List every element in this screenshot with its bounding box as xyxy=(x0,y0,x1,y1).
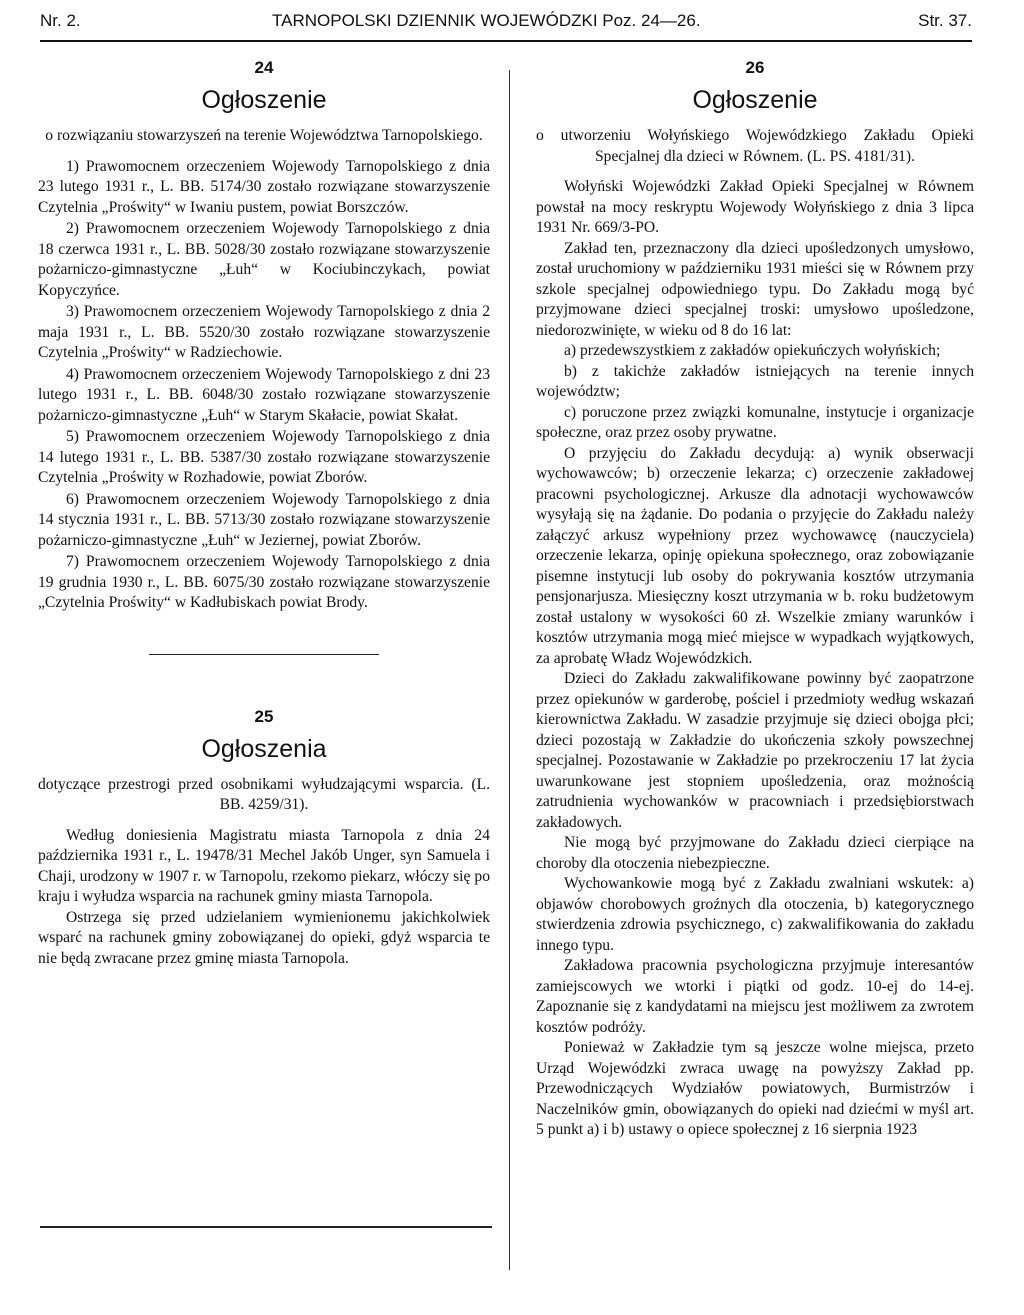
paragraph: Wychowankowie mogą być z Zakładu zwalniani wskutek: a) objawów chorobowych groźnych dla otoczenia, b) kategorycznego stwierdzenia zdrowia psychicznego, c) zakwalifikowania do zakładu innego typu. xyxy=(536,875,974,954)
list-item: 3) Prawomocnem orzeczeniem Wojewody Tarnopolskiego z dnia 2 maja 1931 r., L. BB. 5520/30 zostało rozwiązane stowarzyszenie Czytelnia „Proświty“ w Radziechowie. xyxy=(38,303,490,361)
right-column xyxy=(536,56,974,1141)
announcement-heading: Ogłoszenia xyxy=(201,734,327,763)
left-column xyxy=(38,56,490,969)
announcement-subtitle: o utworzeniu Wołyńskiego Wojewódzkiego Zakładu Opieki Specjalnej dla dzieci w Równem. (L. PS. 4181/31). xyxy=(536,127,974,165)
paragraph: Dzieci do Zakładu zakwalifikowane powinny być zaopatrzone przez opiekunów w garderobę, pościel i przedmioty według wskazań kierownictwa Zakładu. W zasadzie przyjmuje się dzieci obojga płci; dzieci pozostają w Zakładzie do ukończenia szkoły powszechnej specjalnej. Pozostawanie w Zakładzie po przekroczeniu 17 lat życia uwarunkowane jest stopniem upośledzenia, oraz możnością zatrudnienia wychowanków w pracowniach i przedsiębiorstwach zakładowych. xyxy=(536,670,974,831)
announcement-subtitle: o rozwiązaniu stowarzyszeń na terenie Województwa Tarnopolskiego. xyxy=(45,127,483,144)
announcement-heading: Ogłoszenie xyxy=(201,86,327,114)
paragraph: a) przedewszystkiem z zakładów opiekuńczych wołyńskich; xyxy=(564,342,941,359)
list-item: 5) Prawomocnem orzeczeniem Wojewody Tarnopolskiego z dnia 14 lutego 1931 r., L. BB. 5387/30 zostało rozwiązane stowarzyszenie Czytelnia „Proświty w Rozhadowie, powiat Zborów. xyxy=(38,428,490,486)
list-item: 6) Prawomocnem orzeczeniem Wojewody Tarnopolskiego z dnia 14 stycznia 1931 r., L. BB. 5713/30 zostało rozwiązane stowarzyszenie pożarniczo-gimnastyczne „Łuh“ w Jeziernej, powiat Zborów. xyxy=(38,490,490,549)
paragraph: c) poruczone przez związki komunalne, instytucje i organizacje społeczne, oraz przez osoby prywatne. xyxy=(536,403,974,441)
section-divider xyxy=(149,654,379,655)
paragraph: O przyjęciu do Zakładu decydują: a) wynik obserwacji wychowawców; b) orzeczenie lekarza; c) orzeczenie zakładowej pracowni psychologicznej. Arkusze dla adnotacji wychowawców wysyłają się na żądanie. Do podania o przyjęcie do Zakładu należy załączyć arkusz wypełniony przez wychowawcę (nauczyciela) orzeczenie lekarza, opinję opiekuna społecznego, oraz zobowiązanie pisemne instytucji lub osoby do pokrywania kosztów utrzymania pensjonarjusza. Miesięczny koszt utrzymania w b. roku budżetowym został ustalony w wysokości 60 zł. Wszelkie zmiany warunków i kosztów utrzymania mogą mieć miejsce w wypadkach wyjątkowych, za aprobatę Władz Wojewódzkich. xyxy=(536,444,974,667)
announcement-24 xyxy=(38,56,490,614)
announcement-number: 25 xyxy=(254,706,274,726)
issue-number: Nr. 2. xyxy=(40,11,81,30)
list-item: 4) Prawomocnem orzeczeniem Wojewody Tarnopolskiego z dni 23 lutego 1931 r., L. BB. 6048/30 zostało rozwiązane stowarzyszenie pożarniczo-gimnastyczne „Łuh“ w Starym Skałacie, powiat Skałat. xyxy=(38,365,490,424)
announcement-heading: Ogłoszenie xyxy=(692,86,818,114)
page-header xyxy=(40,8,972,34)
list-item: 7) Prawomocnem orzeczeniem Wojewody Tarnopolskiego z dnia 19 grudnia 1930 r., L. BB. 6075/30 zostało rozwiązane stowarzyszenie „Czytelnia Proświty“ w Kadłubiskach powiat Brody. xyxy=(38,553,490,611)
announcement-25 xyxy=(38,705,490,970)
header-rule xyxy=(40,40,972,42)
list-item: 1) Prawomocnem orzeczeniem Wojewody Tarnopolskiego z dnia 23 lutego 1931 r., L. BB. 5174/30 zostało rozwiązane stowarzyszenie Czytelnia „Proświty“ w Iwaniu pustem, powiat Borszczów. xyxy=(38,157,490,216)
list-item: 2) Prawomocnem orzeczeniem Wojewody Tarnopolskiego z dnia 18 czerwca 1931 r., L. BB. 5028/30 zostało rozwiązane stowarzyszenie pożarniczo-gimnastyczne „Łuh“ w Kociubinczykach, powiat Kopyczyńce. xyxy=(38,220,490,299)
announcement-26 xyxy=(536,56,974,1141)
announcement-subtitle: dotyczące przestrogi przed osobnikami wyłudzającymi wsparcia. (L. BB. 4259/31). xyxy=(38,775,490,813)
page-number: Str. 37. xyxy=(918,11,972,30)
paragraph: Zakład ten, przeznaczony dla dzieci upośledzonych umysłowo, został uruchomiony w październiku 1931 mieści się w Równem przy szkole specjalnej odpowiedniego typu. Do Zakładu mogą być przyjmowane dzieci specjalnej troski: umysłowo upośledzone, niedorozwinięte, w wieku od 8 do 16 lat: xyxy=(536,239,974,339)
paragraph: b) z takichże zakładów istniejących na terenie innych województw; xyxy=(536,362,974,400)
announcement-number: 26 xyxy=(745,58,765,77)
paragraph: Wołyński Wojewódzki Zakład Opieki Specjalnej w Równem powstał na mocy reskryptu Wojewody Wołyńskiego z dnia 3 lipca 1931 Nr. 669/3-PO. xyxy=(536,178,974,236)
column-divider xyxy=(509,70,510,1270)
journal-title: TARNOPOLSKI DZIENNIK WOJEWÓDZKI Poz. 24—26. xyxy=(272,11,701,30)
bottom-rule xyxy=(40,1226,492,1228)
paragraph: Według doniesienia Magistratu miasta Tarnopola z dnia 24 października 1931 r., L. 19478/31 Mechel Jakób Unger, syn Samuela i Chaji, urodzony w 1907 r. w Tarnopolu, rzekomo piekarz, włóczy się po kraju i wyłudza wsparcia na rachunek gminy miasta Tarnopola. xyxy=(38,826,490,905)
paragraph: Ponieważ w Zakładzie tym są jeszcze wolne miejsca, przeto Urząd Wojewódzki zwraca uwagę na powyższy Zakład pp. Przewodniczących Wydziałów powiatowych, Burmistrzów i Naczelników gmin, obowiązanych do opieki nad dziećmi w myśl art. 5 punkt a) i b) ustawy o opiece społecznej z 16 sierpnia 1923 xyxy=(536,1039,974,1138)
paragraph: Nie mogą być przyjmowane do Zakładu dzieci cierpiące na choroby dla otoczenia niebezpieczne. xyxy=(536,834,974,872)
paragraph: Ostrzega się przed udzielaniem wymienionemu jakichkolwiek wsparć na rachunek gminy zobowiązanej do opieki, gdyż wsparcia te nie będą zwracane przez gminę miasta Tarnopola. xyxy=(38,908,490,967)
paragraph: Zakładowa pracownia psychologiczna przyjmuje interesantów zamiejscowych we wtorki i piątki od godz. 10-ej do 14-ej. Zapoznanie się z kandydatami na miejscu jest możliwem za zwrotem kosztów podróży. xyxy=(536,957,974,1036)
announcement-number: 24 xyxy=(254,58,274,77)
